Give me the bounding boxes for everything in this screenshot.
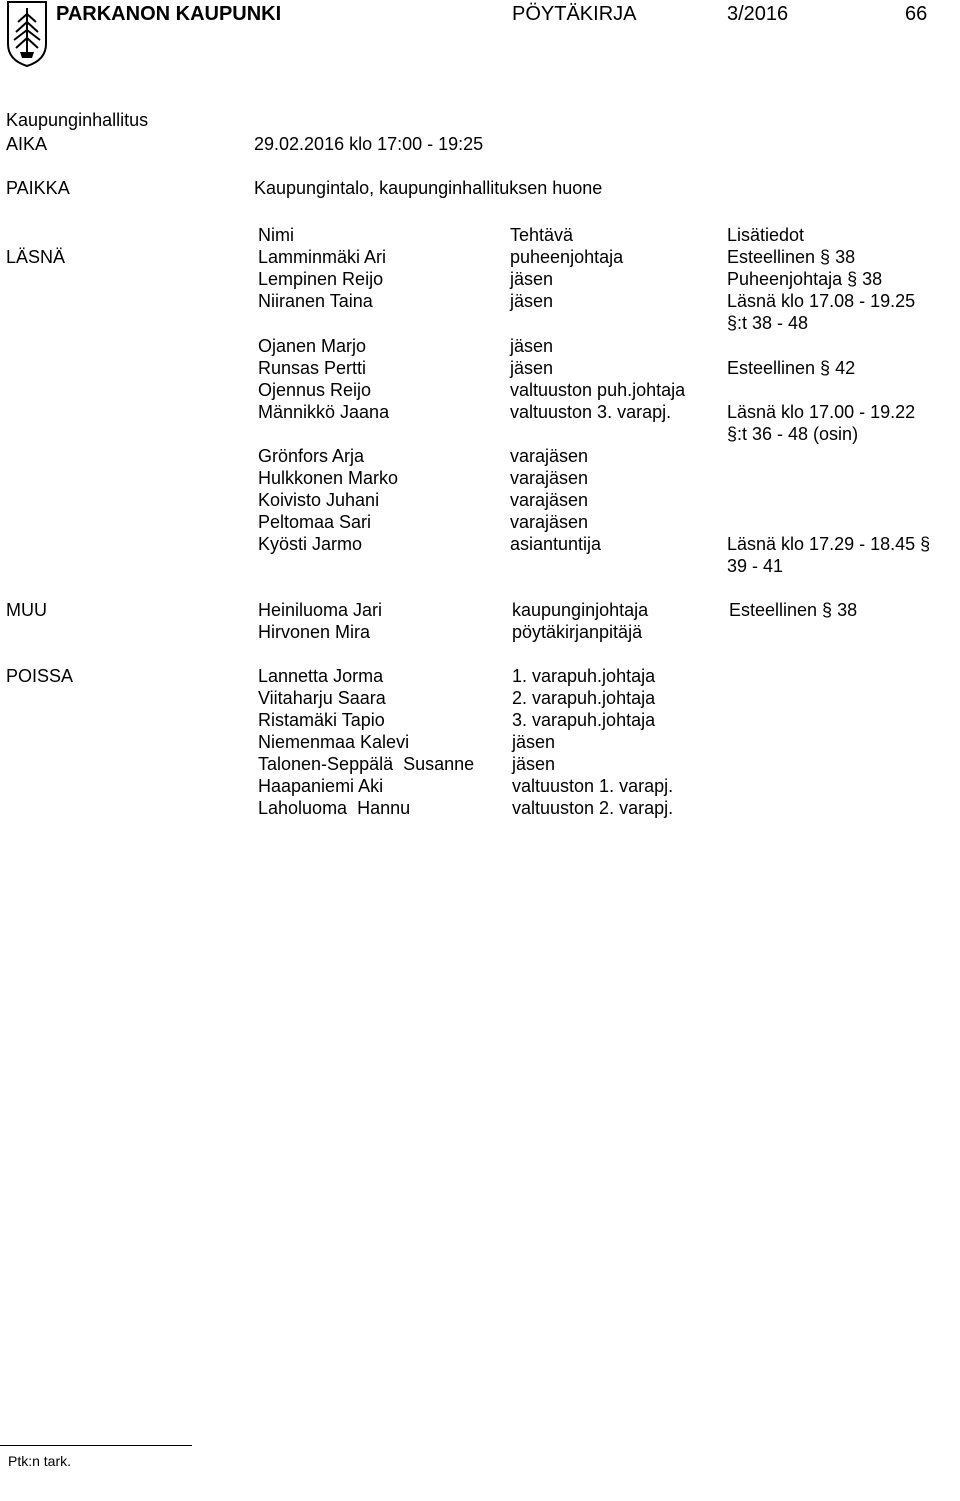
absent-name: Niemenmaa Kalevi bbox=[258, 732, 410, 752]
muu-label: MUU bbox=[6, 600, 47, 620]
attendee-info-cont: §:t 36 - 48 (osin) bbox=[727, 424, 859, 444]
attendee-role: jäsen bbox=[510, 269, 554, 289]
lasna-label: LÄSNÄ bbox=[6, 247, 66, 267]
other-name: Hirvonen Mira bbox=[258, 622, 371, 642]
governing-body: Kaupunginhallitus bbox=[6, 110, 149, 130]
attendee-role: valtuuston puh.johtaja bbox=[510, 380, 686, 400]
attendee-role: jäsen bbox=[510, 358, 554, 378]
absent-name: Talonen-Seppälä Susanne bbox=[258, 754, 475, 774]
attendee-name: Ojennus Reijo bbox=[258, 380, 372, 400]
org-name: PARKANON KAUPUNKI bbox=[56, 3, 282, 25]
attendee-info: Läsnä klo 17.08 - 19.25 bbox=[727, 291, 916, 311]
aika-label: AIKA bbox=[6, 134, 48, 154]
absent-role: 2. varapuh.johtaja bbox=[512, 688, 656, 708]
absent-role: 1. varapuh.johtaja bbox=[512, 666, 656, 686]
paikka-label: PAIKKA bbox=[6, 178, 70, 198]
city-crest-logo bbox=[6, 0, 48, 68]
attendee-name: Lamminmäki Ari bbox=[258, 247, 387, 267]
absent-role: jäsen bbox=[512, 754, 556, 774]
column-header-name: Nimi bbox=[258, 225, 294, 245]
absent-role: jäsen bbox=[512, 732, 556, 752]
attendee-name: Ojanen Marjo bbox=[258, 336, 367, 356]
other-role: kaupunginjohtaja bbox=[512, 600, 649, 620]
footer-rule bbox=[0, 1445, 192, 1446]
attendee-role: valtuuston 3. varapj. bbox=[510, 402, 672, 422]
aika-value: 29.02.2016 klo 17:00 - 19:25 bbox=[254, 134, 484, 154]
attendee-role: jäsen bbox=[510, 336, 554, 356]
paikka-value: Kaupungintalo, kaupunginhallituksen huone bbox=[254, 178, 603, 198]
absent-name: Laholuoma Hannu bbox=[258, 798, 411, 818]
page-number: 66 bbox=[905, 3, 928, 25]
doc-number: 3/2016 bbox=[727, 3, 789, 25]
attendee-role: puheenjohtaja bbox=[510, 247, 624, 267]
attendee-info: Esteellinen § 42 bbox=[727, 358, 856, 378]
other-info: Esteellinen § 38 bbox=[729, 600, 858, 620]
absent-name: Lannetta Jorma bbox=[258, 666, 384, 686]
attendee-info: Läsnä klo 17.29 - 18.45 § bbox=[727, 534, 931, 554]
attendee-info: Läsnä klo 17.00 - 19.22 bbox=[727, 402, 916, 422]
attendee-role: varajäsen bbox=[510, 446, 589, 466]
attendee-name: Runsas Pertti bbox=[258, 358, 367, 378]
attendee-info-cont: §:t 38 - 48 bbox=[727, 313, 809, 333]
absent-role: valtuuston 2. varapj. bbox=[512, 798, 674, 818]
attendee-name: Kyösti Jarmo bbox=[258, 534, 363, 554]
attendee-name: Koivisto Juhani bbox=[258, 490, 380, 510]
other-name: Heiniluoma Jari bbox=[258, 600, 383, 620]
attendee-info-cont: 39 - 41 bbox=[727, 556, 784, 576]
absent-name: Viitaharju Saara bbox=[258, 688, 386, 708]
attendee-role: varajäsen bbox=[510, 468, 589, 488]
attendee-name: Peltomaa Sari bbox=[258, 512, 372, 532]
doc-type: PÖYTÄKIRJA bbox=[512, 3, 637, 25]
attendee-name: Männikkö Jaana bbox=[258, 402, 390, 422]
attendee-name: Lempinen Reijo bbox=[258, 269, 384, 289]
absent-name: Ristamäki Tapio bbox=[258, 710, 385, 730]
absent-role: 3. varapuh.johtaja bbox=[512, 710, 656, 730]
attendee-role: varajäsen bbox=[510, 512, 589, 532]
absent-name: Haapaniemi Aki bbox=[258, 776, 384, 796]
attendee-role: varajäsen bbox=[510, 490, 589, 510]
attendee-name: Niiranen Taina bbox=[258, 291, 373, 311]
attendee-role: jäsen bbox=[510, 291, 554, 311]
attendee-name: Hulkkonen Marko bbox=[258, 468, 399, 488]
footer-label: Ptk:n tark. bbox=[8, 1453, 72, 1469]
other-role: pöytäkirjanpitäjä bbox=[512, 622, 643, 642]
attendee-info: Puheenjohtaja § 38 bbox=[727, 269, 883, 289]
poissa-label: POISSA bbox=[6, 666, 74, 686]
attendee-role: asiantuntija bbox=[510, 534, 602, 554]
attendee-name: Grönfors Arja bbox=[258, 446, 365, 466]
column-header-role: Tehtävä bbox=[510, 225, 574, 245]
column-header-info: Lisätiedot bbox=[727, 225, 805, 245]
absent-role: valtuuston 1. varapj. bbox=[512, 776, 674, 796]
attendee-info: Esteellinen § 38 bbox=[727, 247, 856, 267]
